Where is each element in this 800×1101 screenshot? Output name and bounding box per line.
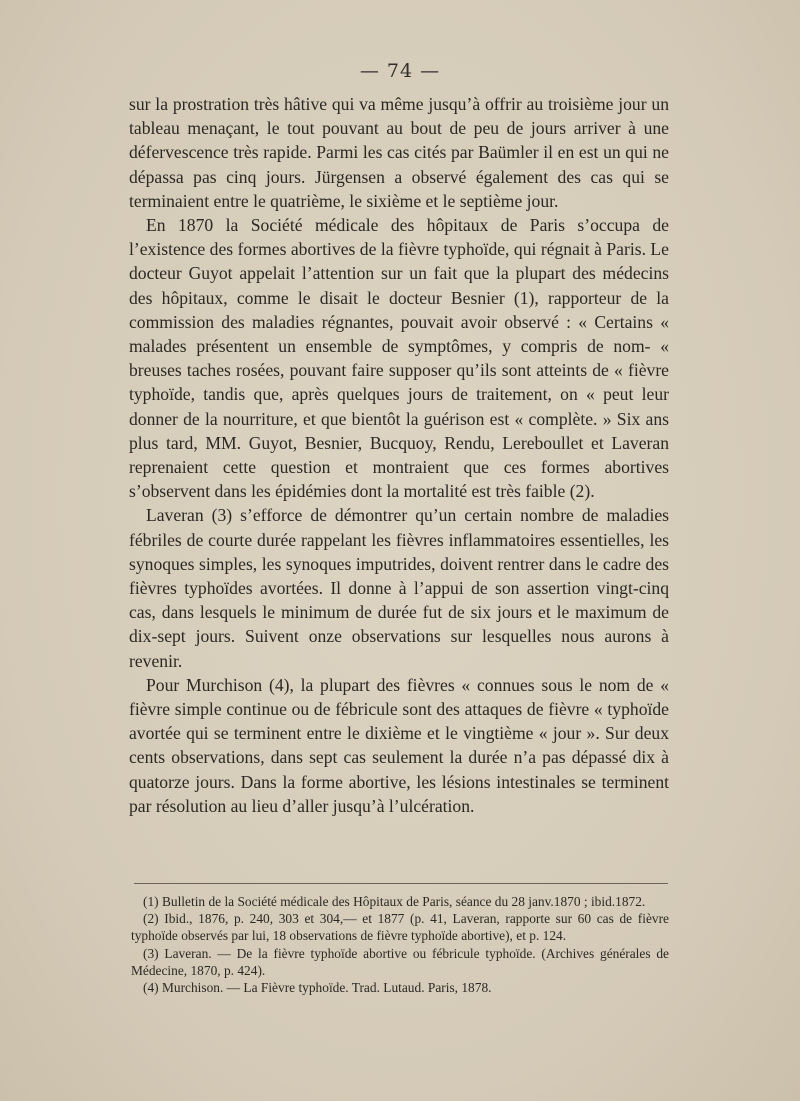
paragraph-2: En 1870 la Société médicale des hôpitaux de Paris s’occupa de l’existence des formes abortives de la fièvre typhoïde, qui régnait à Paris. Le docteur Guyot appelait l’attention sur un fait que la plupart des médecins des hôpitaux, comme le disait le docteur Besnier (1), rapporteur de la commission des maladies régnantes, pouvait avoir observé : « Certains « malades présentent un ensemble de symptômes, y compris de nom- « breuses taches rosées, pouvant faire supposer qu’ils sont atteints de « fièvre typhoïde, tandis que, après quelques jours de traitement, on « peut leur donner de la nourriture, et que bientôt la guérison est « complète. » Six ans plus tard, MM. Guyot, Besnier, Bucquoy, Rendu, Lereboullet et Laveran reprenaient cette question et montraient que ces formes abortives s’observent dans les épidémies dont la mortalité est très faible (2). bbox=[129, 215, 669, 502]
paragraph-4: Pour Murchison (4), la plupart des fièvres « connues sous le nom de « fièvre simple continue ou de fébricule sont des attaques de fièvre « typhoïde avortée qui se terminent entre le dixième et le vingtième « jour ». Sur deux cents observations, dans sept cas seulement la durée n’a pas dépassé dix à quatorze jours. Dans la forme abortive, les lésions intestinales se terminent par résolution au lieu d’aller jusqu’à l’ulcération. bbox=[129, 674, 669, 816]
paragraph-1: sur la prostration très hâtive qui va même jusqu’à offrir au troisième jour un tableau menaçant, le tout pouvant au bout de peu de jours arriver à une défervescence très rapide. Parmi les cas cités par Baümler il en est un qui ne dépassa pas cinq jours. Jürgensen a observé également des cas qui se terminaient entre le quatrième, le sixième et le septième jour. bbox=[129, 94, 669, 211]
paragraph-3: Laveran (3) s’efforce de démontrer qu’un certain nombre de maladies fébriles de courte durée rappelant les fièvres inflammatoires essentielles, les synoques simples, les synoques imputrides, doivent rentrer dans le cadre des fièvres typhoïdes avortées. Il donne à l’appui de son assertion vingt-cinq cas, dans lesquels le minimum de durée fut de six jours et le maximum de dix-sept jours. Suivent onze observations sur lesquelles nous aurons à revenir. bbox=[129, 505, 669, 671]
body-text bbox=[129, 92, 669, 818]
footnotes bbox=[131, 893, 669, 996]
page-number: — 74 — bbox=[359, 60, 441, 82]
footnote-1: (1) Bulletin de la Société médicale des Hôpitaux de Paris, séance du 28 janv.1870 ; ibid.1872. bbox=[143, 894, 646, 909]
footnote-3: (3) Laveran. — De la fièvre typhoïde abortive ou fébricule typhoïde. (Archives générales de Médecine, 1870, p. 424). bbox=[131, 945, 669, 978]
footnote-2: (2) Ibid., 1876, p. 240, 303 et 304,— et 1877 (p. 41, Laveran, rapporte sur 60 cas de fièvre typhoïde observés par lui, 18 observations de fièvre typhoïde abortive), et p. 124. bbox=[131, 911, 669, 944]
footnote-divider bbox=[134, 883, 668, 884]
footnote-4: (4) Murchison. — La Fièvre typhoïde. Trad. Lutaud. Paris, 1878. bbox=[143, 980, 492, 996]
